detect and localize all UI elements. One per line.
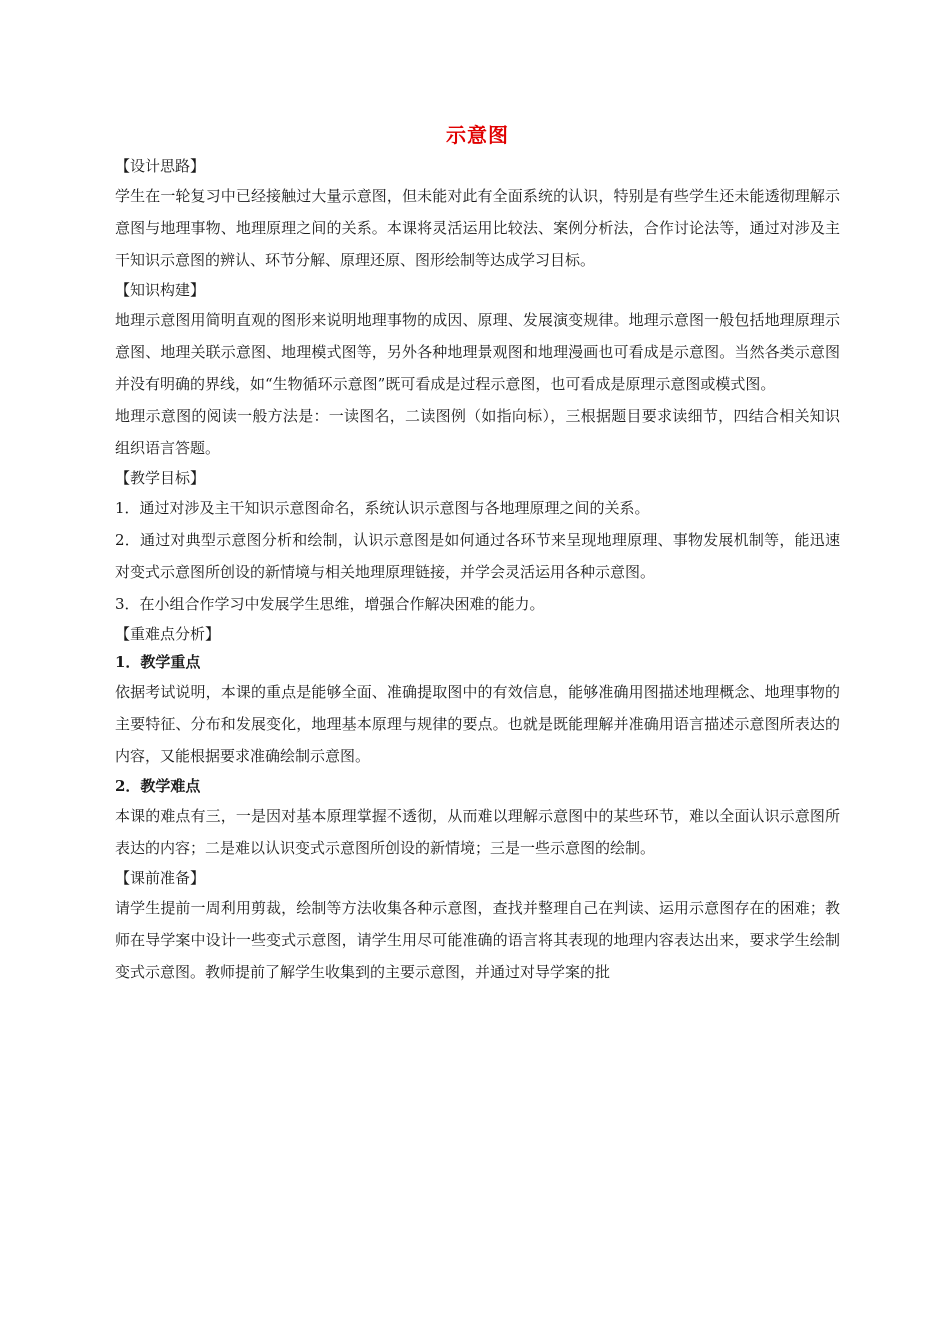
document-page	[115, 120, 840, 988]
subheading-difficulties: 2．教学难点	[115, 777, 201, 795]
goal-item-2: 2．通过对典型示意图分析和绘制，认识示意图是如何通过各环节来呈现地理原理、事物发展机制等，能迅速对变式示意图所创设的新情境与相关地理原理链接，并学会灵活运用各种示意图。	[115, 531, 840, 581]
paragraph-knowledge-1: 地理示意图用简明直观的图形来说明地理事物的成因、原理、发展演变规律。地理示意图一般包括地理原理示意图、地理关联示意图、地理模式图等，另外各种地理景观图和地理漫画也可看成是示意图。当然各类示意图并没有明确的界线，如“生物循环示意图”既可看成是过程示意图，也可看成是原理示意图或模式图。	[115, 311, 840, 393]
paragraph-prep: 请学生提前一周利用剪裁，绘制等方法收集各种示意图，查找并整理自己在判读、运用示意图存在的困难；教师在导学案中设计一些变式示意图，请学生用尽可能准确的语言将其表现的地理内容表达出来，要求学生绘制变式示意图。教师提前了解学生收集到的主要示意图，并通过对导学案的批	[115, 899, 840, 981]
goal-item-3: 3．在小组合作学习中发展学生思维，增强合作解决困难的能力。	[115, 595, 545, 613]
section-heading-knowledge: 【知识构建】	[115, 281, 206, 299]
paragraph-difficulties: 本课的难点有三，一是因对基本原理掌握不透彻，从而难以理解示意图中的某些环节，难以全面认识示意图所表达的内容；二是难以认识变式示意图所创设的新情境；三是一些示意图的绘制。	[115, 807, 840, 857]
section-heading-goals: 【教学目标】	[115, 469, 206, 487]
subheading-key-points: 1．教学重点	[115, 653, 201, 671]
page-title: 示意图	[446, 123, 509, 147]
section-heading-analysis: 【重难点分析】	[115, 625, 221, 643]
goal-item-1: 1．通过对涉及主干知识示意图命名，系统认识示意图与各地理原理之间的关系。	[115, 499, 650, 517]
paragraph-design: 学生在一轮复习中已经接触过大量示意图，但未能对此有全面系统的认识，特别是有些学生还未能透彻理解示意图与地理事物、地理原理之间的关系。本课将灵活运用比较法、案例分析法，合作讨论法等，通过对涉及主干知识示意图的辨认、环节分解、原理还原、图形绘制等达成学习目标。	[115, 187, 840, 269]
paragraph-key-points: 依据考试说明，本课的重点是能够全面、准确提取图中的有效信息，能够准确用图描述地理概念、地理事物的主要特征、分布和发展变化，地理基本原理与规律的要点。也就是既能理解并准确用语言描述示意图所表达的内容，又能根据要求准确绘制示意图。	[115, 683, 840, 765]
section-heading-design: 【设计思路】	[115, 157, 206, 175]
section-heading-prep: 【课前准备】	[115, 869, 206, 887]
paragraph-knowledge-2: 地理示意图的阅读一般方法是：一读图名，二读图例（如指向标），三根据题目要求读细节，四结合相关知识组织语言答题。	[115, 407, 840, 457]
